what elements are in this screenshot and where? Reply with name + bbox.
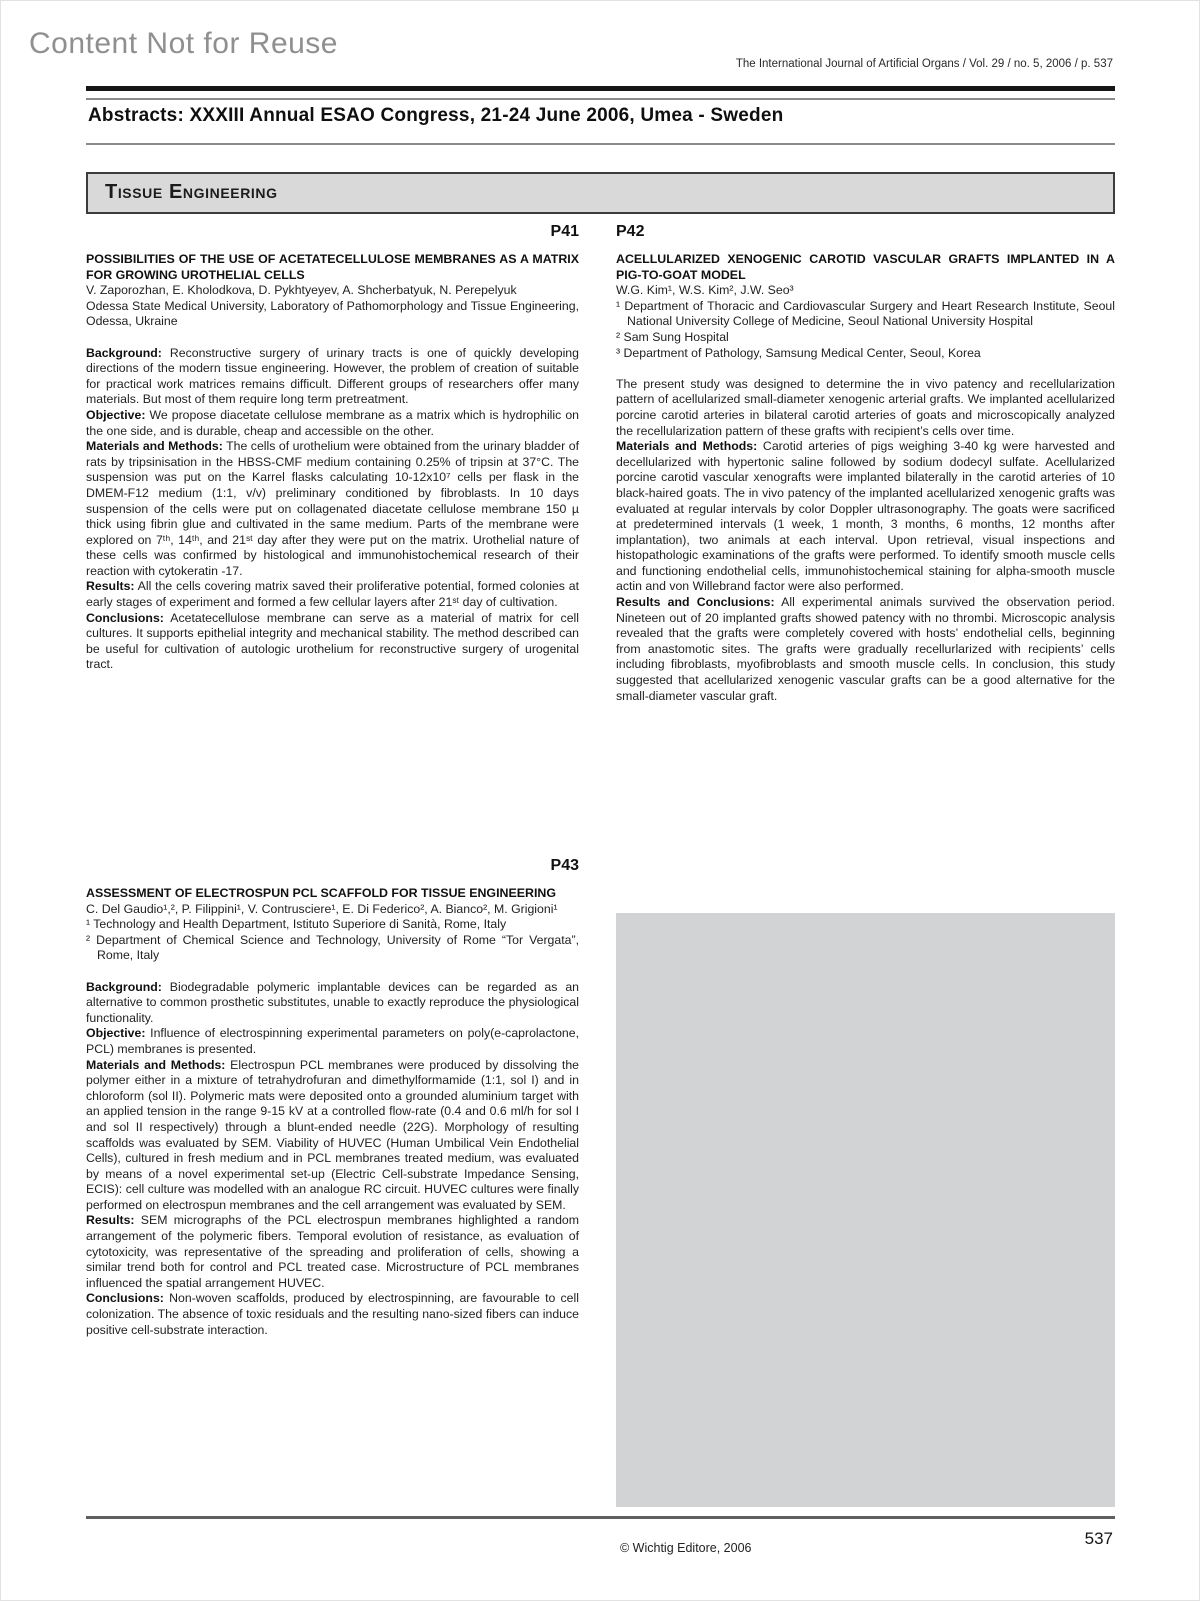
page-title: Abstracts: XXXIII Annual ESAO Congress, 21-24 June 2006, Umea - Sweden (88, 105, 784, 126)
abstract-section-paragraph: The present study was designed to determine the in vivo patency and recellularization pattern of acellularized small-diameter xenogenic arterial grafts. We implanted acellularized porcine carotid arteries in bilateral carotid arteries of goats and microscopically analyzed the recellularization pattern of these grafts with recipient’s cells over time. (616, 376, 1115, 438)
affiliation-line: ¹ Technology and Health Department, Istituto Superiore di Sanità, Rome, Italy (86, 917, 507, 932)
abstract-section-paragraph: Results and Conclusions: All experimental animals survived the observation period. Nineteen out of 20 implanted grafts showed patency with no thrombi. Microscopic analysis revealed that the grafts were completely covered with hosts’ endothelial cells, beginning from anastomotic sites. The grafts were gradually recellurlarized with recipients’ cells including fibroblasts, myofibroblasts and smooth muscle cells. In conclusion, this study suggested that acellularized xenogenic vascular grafts can be a good alternative for the small-diameter vascular graft. (616, 595, 1116, 703)
abstract-body (86, 346, 579, 673)
title-underline-rule (86, 143, 1115, 145)
abstract-authors: V. Zaporozhan, E. Kholodkova, D. Pykhtyeyev, A. Shcherbatyuk, N. Perepelyuk (86, 283, 517, 298)
abstract-body (616, 377, 1115, 704)
abstract-section-paragraph: Background: Reconstructive surgery of urinary tracts is one of quickly developing directions of the modern tissue engineering. However, the problem of creation of suitable for practical work matrices remains difficult. Different groups of researchers offer many materials. But most of them require long term pretreatment. (86, 345, 579, 407)
affiliation-line: ² Sam Sung Hospital (616, 329, 729, 344)
section-header-label: Tissue Engineering (105, 181, 278, 203)
abstract-affiliations (86, 299, 579, 330)
abstract-id-label: P41 (550, 223, 579, 240)
section-header-box (86, 172, 1115, 214)
figure-placeholder (616, 913, 1115, 1507)
affiliation-line: ¹ Department of Thoracic and Cardiovascular Surgery and Heart Research Institute, Seoul National University College of Medicine, Seoul National University Hospital (616, 298, 1115, 329)
abstract-section-paragraph: Objective: We propose diacetate cellulose membrane as a matrix which is hydrophilic on the one side, and is durable, cheap and accessible on the other. (86, 407, 579, 438)
page-number: 537 (1084, 1529, 1113, 1548)
abstract-section-paragraph: Results: SEM micrographs of the PCL electrospun membranes highlighted a random arrangement of the polymeric fibers. Temporal evolution of resistance, as evaluation of cytotoxicity, was representative of the spreading and proliferation of cells, showing a similar trend both for control and PCL treated case. Microstructure of PCL membranes influenced the spatial arrangement HUVEC. (86, 1213, 579, 1290)
abstract-authors: W.G. Kim¹, W.S. Kim², J.W. Seo³ (616, 283, 794, 298)
abstract-section-paragraph: Materials and Methods: The cells of urothelium were obtained from the urinary bladder of rats by tripsinisation in the HBSS-CMF medium containing 0.25% of tripsin at 37°C. The suspension was put on the Karrel flasks calculating 10-12x10⁷ cells per flask in the DMEM-F12 medium (1:1, v/v) preliminary conditioned by fibroblasts. In 10 days suspension of the cells were put on collagenated diacetate cellulose membrane 150 µ thick using fibrin glue and cultivated in the same medium. Parts of the membrane were explored on 7ᵗʰ, 14ᵗʰ, and 21ˢᵗ day after they were put on the matrix. Urothelial nature of these cells was confirmed by histological and immunohistochemical research of their reaction with cytokeratin -17. (86, 439, 579, 578)
footer-copyright: © Wichtig Editore, 2006 (620, 1541, 752, 1555)
abstract-p41 (86, 223, 579, 673)
abstract-title: ASSESSMENT OF ELECTROSPUN PCL SCAFFOLD FOR TISSUE ENGINEERING (86, 886, 556, 900)
abstract-title: ACELLULARIZED XENOGENIC CAROTID VASCULAR GRAFTS IMPLANTED IN A PIG-TO-GOAT MODEL (616, 252, 1115, 282)
abstract-id-label: P42 (616, 223, 645, 240)
abstract-body (86, 980, 579, 1339)
affiliation-line: ³ Department of Pathology, Samsung Medical Center, Seoul, Korea (616, 345, 981, 360)
abstract-id-label: P43 (550, 857, 579, 874)
abstract-section-paragraph: Objective: Influence of electrospinning experimental parameters on poly(e-caprolactone, PCL) membranes is presented. (86, 1026, 579, 1056)
journal-header-line: The International Journal of Artificial Organs / Vol. 29 / no. 5, 2006 / p. 537 (735, 58, 1113, 70)
abstract-authors: C. Del Gaudio¹,², P. Filippini¹, V. Contrusciere¹, E. Di Federico², A. Bianco², M. Grigioni¹ (86, 901, 558, 916)
abstract-affiliations (616, 299, 1115, 361)
abstract-section-paragraph: Conclusions: Acetatecellulose membrane can serve as a material of matrix for cell cultures. It supports epithelial integrity and mechanical stability. The method described can be useful for cultivation of autologic urothelium for reconstructive surgery of urogenital tract. (86, 610, 579, 672)
abstract-section-paragraph: Materials and Methods: Carotid arteries of pigs weighing 3-40 kg were harvested and decellularized with hypertonic saline followed by sodium dodecyl sulfate. Acellularized porcine carotid vascular xenografts were implanted bilaterally in the carotid arteries of 10 black-haired goats. The in vivo patency of the implanted acellularized xenogenic grafts was evaluated at regular intervals by color Doppler ultrasonography. The goats were sacrificed at predetermined intervals (1 week, 1 month, 3 months, 6 months, 12 months after implantation), two animals at each interval. Upon retrieval, visual inspections and histopathologic examinations of the grafts were performed. To identify smooth muscle cells and functioning endothelial cells, immunohistochemical staining for alpha-smooth muscle actin and von Willebrand factor were also performed. (616, 439, 1116, 594)
abstract-section-paragraph: Materials and Methods: Electrospun PCL membranes were produced by dissolving the polymer either in a mixture of tetrahydrofuran and dimethylformamide (1:1, sol I) and in chloroform (sol II). Polymeric mats were deposited onto a grounded aluminium target with an applied tension in the range 9-15 kV at a controlled flow-rate (0.4 and 0.6 ml/h for sol I and sol II respectively) through a blunt-ended needle (22G). Morphology of resulting scaffolds was evaluated by SEM. Viability of HUVEC (Human Umbilical Vein Endothelial Cells), cultured in fresh medium and in PCL membranes treated medium, was evaluated by means of a novel experimental set-up (Electric Cell-substrate Impedance Sensing, ECIS): cell culture was modelled with an analogue RC circuit. HUVEC cultures were finally performed on electrospun membranes and the cell arrangement was evaluated by SEM. (86, 1057, 579, 1212)
affiliation-line: Odessa State Medical University, Laboratory of Pathomorphology and Tissue Engineering, Odessa, Ukraine (86, 298, 579, 329)
abstract-section-paragraph: Results: All the cells covering matrix saved their proliferative potential, formed colonies at early stages of experiment and formed a few cellular layers after 21ˢᵗ day of cultivation. (86, 579, 579, 610)
abstract-section-paragraph: Background: Biodegradable polymeric implantable devices can be regarded as an alternative to common prosthetic substitutes, unable to exactly reproduce the physiological functionality. (86, 979, 579, 1025)
affiliation-line: ² Department of Chemical Science and Technology, University of Rome “Tor Vergata”, Rome, Italy (86, 932, 579, 963)
abstract-affiliations (86, 917, 579, 964)
watermark-text: Content Not for Reuse (29, 27, 338, 60)
top-rule-thick (86, 86, 1115, 91)
abstract-p43 (86, 857, 579, 1338)
footer-rule (86, 1516, 1115, 1519)
top-rule-thin (86, 98, 1115, 100)
abstract-p42 (616, 223, 1115, 704)
abstract-section-paragraph: Conclusions: Non-woven scaffolds, produced by electrospinning, are favourable to cell colonization. The absence of toxic residuals and the resulting nano-sized fibers can induce positive cell-substrate interaction. (86, 1291, 579, 1337)
abstract-title: POSSIBILITIES OF THE USE OF ACETATECELLULOSE MEMBRANES AS A MATRIX FOR GROWING UROTHELIAL CELLS (86, 252, 579, 282)
